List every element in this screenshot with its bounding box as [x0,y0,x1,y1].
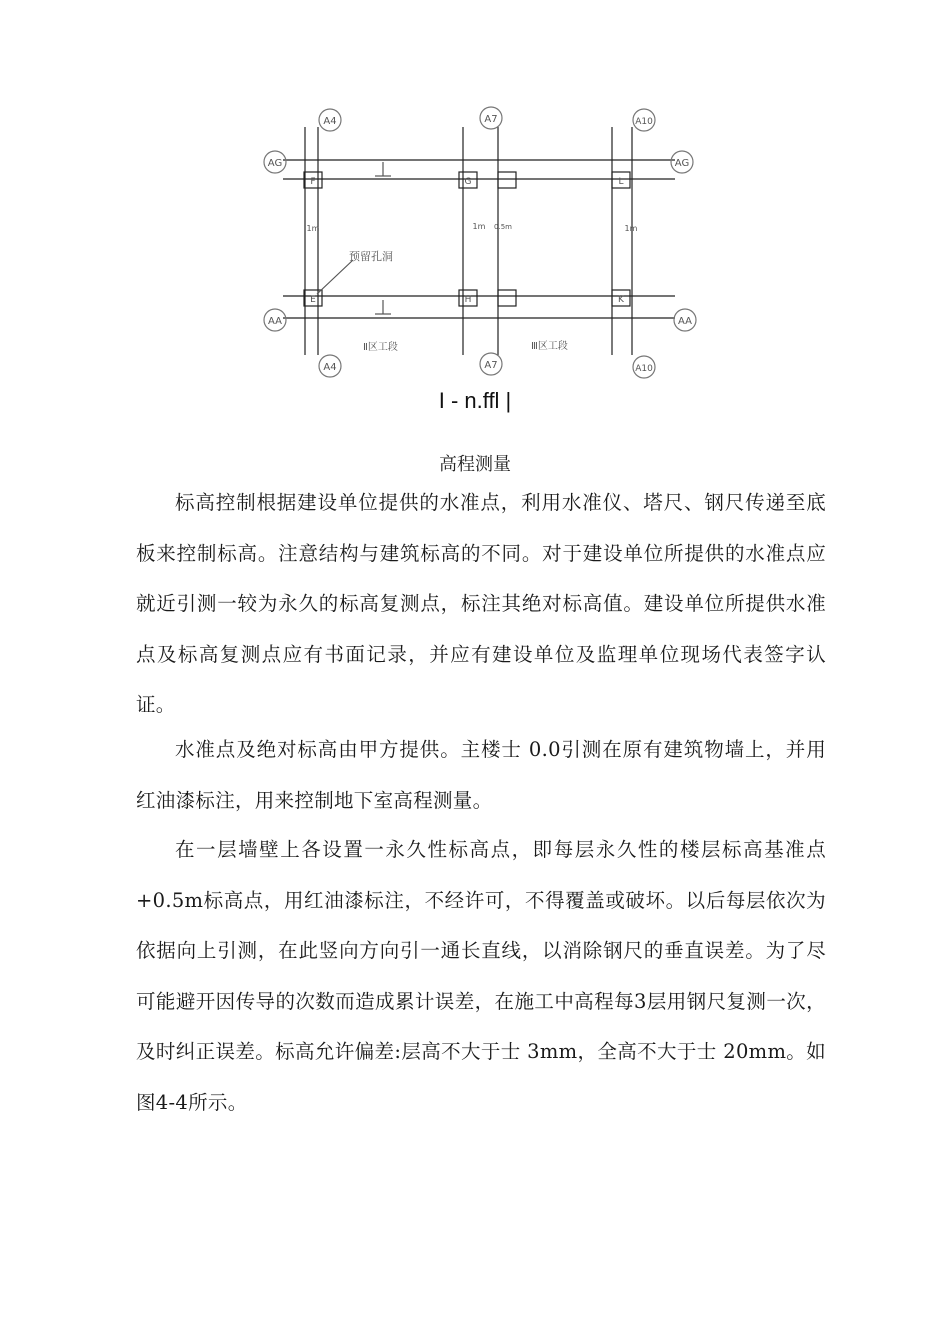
control-point-box [498,172,516,188]
control-point-label: F [310,177,316,187]
body-paragraph-3: 在一层墙壁上各设置一永久性标高点，即每层永久性的楼层标高基准点+0.5m标高点，用红油漆标注，不经许可，不得覆盖或破坏。以后每层依次为依据向上引测，在此竖向方向引一通长直线，以消除钢尺的垂直误差。为了尽可能避开因传导的次数而造成累计误差，在施工中高程每3层用钢尺复测一次，及时纠正误差。标高允许偏差:层高不大于士 3mm，全高不大于士 20mm。如图4-4所示。 [136,838,826,1114]
control-point-label: L [618,177,624,187]
axis-label-a7-top: A7 [484,114,498,125]
dimension-label-1m: 1m [472,222,486,231]
control-point-label: H [464,295,472,305]
axis-label-a10-bottom: A10 [635,364,653,374]
dimension-label-1m: 1m [624,224,638,233]
axis-label-ag-left: AG [267,158,283,169]
axis-label-a7-bottom: A7 [484,360,498,371]
dimension-label-05m: 0.5m [494,223,512,231]
zone-label-3: Ⅲ区工段 [531,341,568,352]
note-leader-line [317,260,353,294]
axis-label-aa-right: AA [678,316,692,327]
control-point-label: E [310,295,316,305]
control-point-label: K [618,295,624,305]
survey-control-plan-drawing [255,100,705,385]
axis-label-a4-bottom: A4 [323,362,337,373]
axis-label-a10-top: A10 [635,117,653,127]
body-paragraph-1: 标高控制根据建设单位提供的水准点，利用水准仪、塔尺、钢尺传递至底板来控制标高。注意结构与建筑标高的不同。对于建设单位所提供的水准点应就近引测一较为永久的标高复测点，标注其绝对标高值。建设单位所提供水准点及标高复测点应有书面记录，并应有建设单位及监理单位现场代表签字认证。 [136,491,826,716]
axis-label-a4-top: A4 [323,116,337,127]
axis-label-aa-left: AA [268,316,282,327]
figure-caption: I - n.ffl | [438,388,512,413]
control-point-box [498,290,516,306]
section-title: 高程测量 [439,454,511,475]
reserved-hole-note: 预留孔洞 [349,250,393,263]
axis-label-ag-right: AG [674,158,690,169]
zone-label-2: Ⅱ区工段 [363,342,398,353]
dimension-label-1m: 1m [306,224,320,233]
control-point-label: G [464,177,472,187]
body-paragraph-2: 水准点及绝对标高由甲方提供。主楼士 0.0引测在原有建筑物墙上，并用红油漆标注，用来控制地下室高程测量。 [136,738,826,812]
